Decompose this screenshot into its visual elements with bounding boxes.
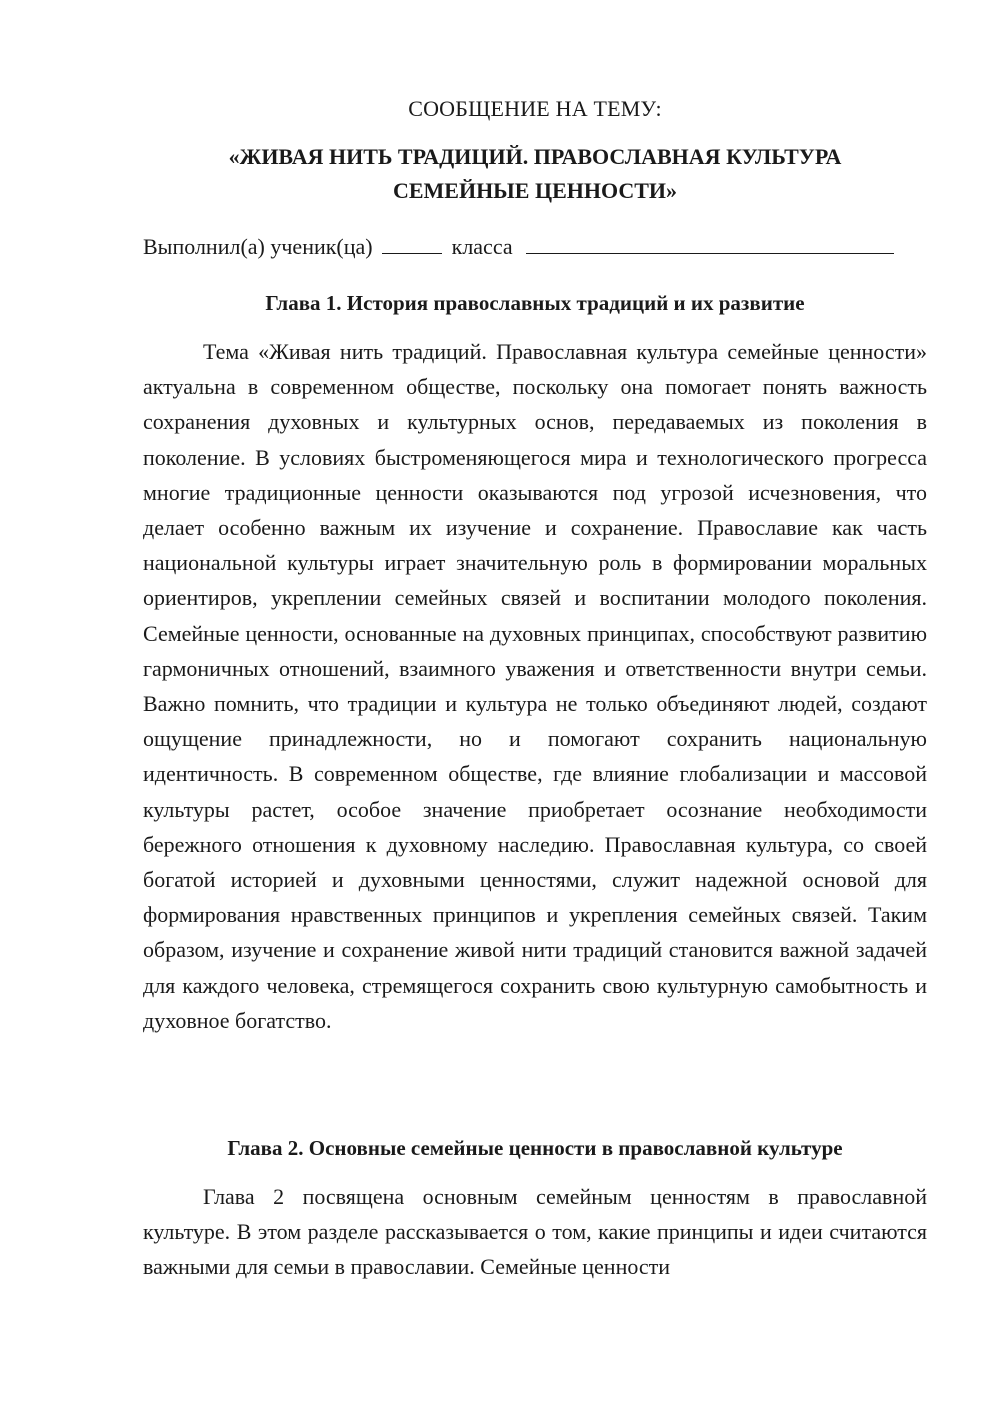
author-line — [143, 230, 927, 264]
author-label: Выполнил(а) ученик(ца) — [143, 234, 373, 259]
document-title-line-1: «ЖИВАЯ НИТЬ ТРАДИЦИЙ. ПРАВОСЛАВНАЯ КУЛЬТУРА — [228, 144, 842, 169]
class-number-blank — [382, 231, 442, 254]
chapter-1-heading: Глава 1. История православных традиций и их развитие — [265, 291, 805, 315]
document-header: СООБЩЕНИЕ НА ТЕМУ: — [408, 96, 662, 121]
document-title — [143, 140, 927, 208]
class-label: класса — [451, 234, 513, 259]
chapter-1-paragraph: Тема «Живая нить традиций. Православная культура семейные ценности» актуальна в современном обществе, поскольку она помогает понять важность сохранения духовных и культурных основ, передаваемых из поколения в поколение. В условиях быстроменяющегося мира и технологического прогресса многие традиционные ценности оказываются под угрозой исчезновения, что делает особенно важным их изучение и сохранение. Православие как часть национальной культуры играет значительную роль в формировании моральных ориентиров, укреплении семейных связей и воспитании молодого поколения. Семейные ценности, основанные на духовных принципах, способствуют развитию гармоничных отношений, взаимного уважения и ответственности внутри семьи. Важно помнить, что традиции и культура не только объединяют людей, создают ощущение принадлежности, но и помогают сохранить национальную идентичность. В современном обществе, где влияние глобализации и массовой культуры растет, особое значение приобретает осознание необходимости бережного отношения к духовному наследию. Православная культура, со своей богатой историей и духовными ценностями, служит надежной основой для формирования нравственных принципов и укрепления семейных связей. Таким образом, изучение и сохранение живой нити традиций становится важной задачей для каждого человека, стремящегося сохранить свою культурную самобытность и духовное богатство. — [143, 339, 927, 1033]
chapter-2-heading: Глава 2. Основные семейные ценности в православной культуре — [227, 1136, 843, 1160]
chapter-2-paragraph: Глава 2 посвящена основным семейным ценностям в православной культуре. В этом разделе рассказывается о том, какие принципы и идеи считаются важными для семьи в православии. Семейные ценности — [143, 1184, 927, 1280]
student-name-blank — [526, 231, 894, 254]
document-title-line-2: СЕМЕЙНЫЕ ЦЕННОСТИ» — [392, 178, 678, 203]
